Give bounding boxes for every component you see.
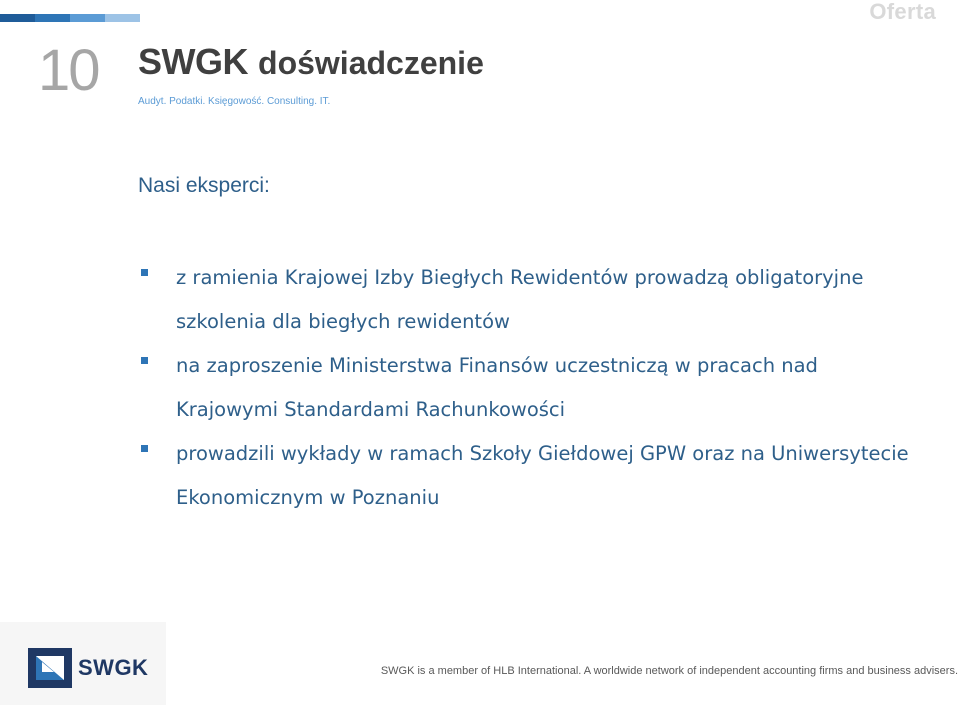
bullet-text: z ramienia Krajowej Izby Biegłych Rewidentów prowadzą obligatoryjne szkolenia dla biegłych rewidentów (176, 266, 864, 333)
logo-text: SWGK (78, 655, 149, 680)
swgk-logo (28, 648, 148, 688)
intro-text: Nasi eksperci: (138, 174, 270, 197)
square-bullet-icon (141, 445, 148, 452)
bullet-item (138, 256, 918, 344)
title-rest: doświadczenie (258, 45, 484, 81)
page-subtitle: Audyt. Podatki. Księgowość. Consulting. IT. (138, 96, 331, 107)
bullet-item (138, 344, 918, 432)
stripe (105, 14, 140, 22)
section-label: Oferta (869, 0, 936, 24)
bullet-text: prowadzili wykłady w ramach Szkoły Giełdowej GPW oraz na Uniwersytecie Ekonomicznym w Poznaniu (176, 442, 909, 509)
page-title (138, 41, 484, 82)
swgk-logo-icon (28, 648, 72, 688)
square-bullet-icon (141, 269, 148, 276)
stripe (70, 14, 105, 22)
experts-bullet-list (138, 256, 918, 520)
top-color-stripes (0, 14, 140, 22)
title-brand: SWGK (138, 41, 248, 82)
bullet-text: na zaproszenie Ministerstwa Finansów uczestniczą w pracach nad Krajowymi Standardami Rachunkowości (176, 354, 818, 421)
square-bullet-icon (141, 357, 148, 364)
stripe (35, 14, 70, 22)
page-number: 10 (38, 38, 99, 103)
stripe (0, 14, 35, 22)
bullet-item (138, 432, 918, 520)
footer-note: SWGK is a member of HLB International. A worldwide network of independent accounting firms and business advisers. (380, 665, 958, 677)
